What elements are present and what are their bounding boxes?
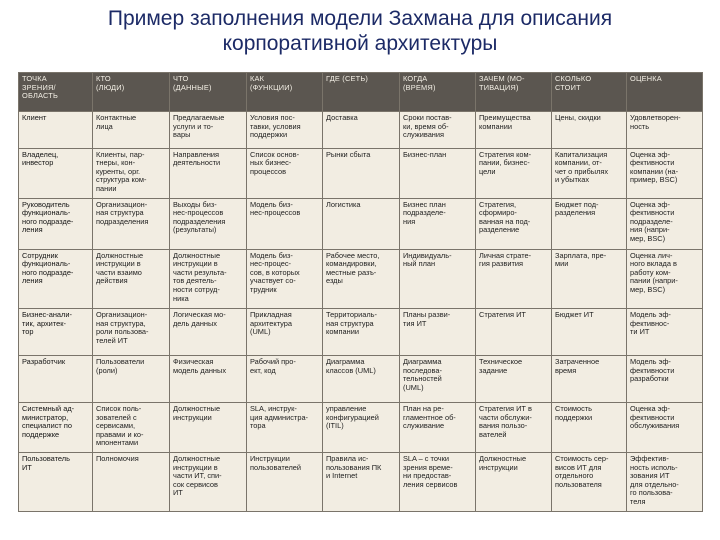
header-cell-evaluation: ОЦЕНКА <box>627 73 703 112</box>
header-row <box>19 73 703 112</box>
table-cell-viewpoint: Клиент <box>19 112 93 149</box>
zachman-table <box>18 72 703 512</box>
table-cell: Оценка эф- фективности компании (на- пример, BSC) <box>627 148 703 198</box>
table-cell: SLA, инструк- ция администра- тора <box>247 402 323 452</box>
table-cell: Личная страте- гия развития <box>476 249 552 308</box>
table-cell: Бизнес-план <box>400 148 476 198</box>
table-cell: Цены, скидки <box>552 112 627 149</box>
table-cell: Эффектив- ность исполь- зования ИТ для отдельно- го пользова- теля <box>627 452 703 511</box>
table-cell: Инструкции пользователей <box>247 452 323 511</box>
table-cell: Диаграмма последова- тельностей (UML) <box>400 355 476 402</box>
table-cell: Предлагаемые услуги и то- вары <box>170 112 247 149</box>
table-cell-viewpoint: Руководитель функциональ- ного подразде- ления <box>19 198 93 249</box>
table-cell-viewpoint: Пользователь ИТ <box>19 452 93 511</box>
table-cell: Бюджет ИТ <box>552 309 627 356</box>
table-cell: Индивидуаль- ный план <box>400 249 476 308</box>
table-body <box>19 112 703 512</box>
header-cell-why: ЗАЧЕМ (МО- ТИВАЦИЯ) <box>476 73 552 112</box>
table-cell-viewpoint: Владелец, инвестор <box>19 148 93 198</box>
table-cell: управление конфигурацией (ITIL) <box>323 402 400 452</box>
table-cell: Бюджет под- разделения <box>552 198 627 249</box>
header-cell-who: КТО (ЛЮДИ) <box>93 73 170 112</box>
table-cell: Территориаль- ная структура компании <box>323 309 400 356</box>
table-header <box>19 73 703 112</box>
table-row <box>19 112 703 149</box>
table-cell-viewpoint: Сотрудник функциональ- ного подразде- ления <box>19 249 93 308</box>
table-row <box>19 148 703 198</box>
table-cell: Затраченное время <box>552 355 627 402</box>
table-cell: Рабочий про- ект, код <box>247 355 323 402</box>
header-cell-when: КОГДА (ВРЕМЯ) <box>400 73 476 112</box>
table-cell: Физическая модель данных <box>170 355 247 402</box>
table-cell: Полномочия <box>93 452 170 511</box>
table-row <box>19 355 703 402</box>
table-cell-viewpoint: Бизнес-анали- тик, архитек- тор <box>19 309 93 356</box>
table-cell: Модель эф- фективнос- ти ИТ <box>627 309 703 356</box>
table-row <box>19 309 703 356</box>
table-row <box>19 198 703 249</box>
table-row <box>19 402 703 452</box>
table-cell: Логистика <box>323 198 400 249</box>
table-cell: Техническое задание <box>476 355 552 402</box>
table-cell: Направления деятельности <box>170 148 247 198</box>
table-cell: Должностные инструкции <box>476 452 552 511</box>
table-cell: Должностные инструкции в части ИТ, спи- сок сервисов ИТ <box>170 452 247 511</box>
table-cell: Модель эф- фективности разработки <box>627 355 703 402</box>
table-cell: SLA – с точки зрения време- ни предостав- ления сервисов <box>400 452 476 511</box>
header-cell-how: КАК (ФУНКЦИИ) <box>247 73 323 112</box>
table-row <box>19 249 703 308</box>
table-cell: Стоимость поддержки <box>552 402 627 452</box>
table-cell: Прикладная архитектура (UML) <box>247 309 323 356</box>
table-cell: Стратегия, сформиро- ванная на под- разделение <box>476 198 552 249</box>
table-cell: Список основ- ных бизнес- процессов <box>247 148 323 198</box>
table-cell: Логическая мо- дель данных <box>170 309 247 356</box>
title-line-1: Пример заполнения модели Захмана для описания <box>107 7 613 30</box>
table-cell: Организацион- ная структура, роли пользова- телей ИТ <box>93 309 170 356</box>
table-cell: Стоимость сер- висов ИТ для отдельного пользователя <box>552 452 627 511</box>
table-cell: Модель биз- нес-процес- сов, в которых участвует со- трудник <box>247 249 323 308</box>
table-cell: Должностные инструкции <box>170 402 247 452</box>
table-cell-viewpoint: Системный ад- министратор, специалист по поддержке <box>19 402 93 452</box>
table-cell: Диаграмма классов (UML) <box>323 355 400 402</box>
table-cell: Пользователи (роли) <box>93 355 170 402</box>
table-cell: Капитализация компании, от- чет о прибылях и убытках <box>552 148 627 198</box>
table-cell: Клиенты, пар- тнеры, кон- куренты, орг. структура ком- пании <box>93 148 170 198</box>
table-cell: Должностные инструкции в части результа- тов деятель- ности сотруд- ника <box>170 249 247 308</box>
title-line-2: корпоративной архитектуры <box>222 32 498 55</box>
table-cell: Контактные лица <box>93 112 170 149</box>
table-cell: Оценка лич- ного вклада в работу ком- пании (напри- мер, BSC) <box>627 249 703 308</box>
header-cell-viewpoint: ТОЧКА ЗРЕНИЯ/ ОБЛАСТЬ <box>19 73 93 112</box>
table-cell: Стратегия ИТ в части обслужи- вания пользо- вателей <box>476 402 552 452</box>
table-cell: Планы разви- тия ИТ <box>400 309 476 356</box>
table-cell: Зарплата, пре- мии <box>552 249 627 308</box>
table-cell: Модель биз- нес-процессов <box>247 198 323 249</box>
table-cell: Бизнес план подразделе- ния <box>400 198 476 249</box>
table-cell-viewpoint: Разработчик <box>19 355 93 402</box>
table-cell: Оценка эф- фективности обслуживания <box>627 402 703 452</box>
header-cell-where: ГДЕ (СЕТЬ) <box>323 73 400 112</box>
table-cell: Рабочее место, командировки, местные разъ- езды <box>323 249 400 308</box>
table-cell: Доставка <box>323 112 400 149</box>
zachman-table-wrapper <box>18 72 702 512</box>
table-cell: Правила ис- пользования ПК и Internet <box>323 452 400 511</box>
table-cell: Преимущества компании <box>476 112 552 149</box>
header-cell-what: ЧТО (ДАННЫЕ) <box>170 73 247 112</box>
table-cell: Условия пос- тавки, условия поддержки <box>247 112 323 149</box>
table-cell: Оценка эф- фективности подразделе- ния (напри- мер, BSC) <box>627 198 703 249</box>
table-cell: План на ре- гламентное об- служивание <box>400 402 476 452</box>
table-cell: Сроки постав- ки, время об- служивания <box>400 112 476 149</box>
table-cell: Стратегия ИТ <box>476 309 552 356</box>
table-cell: Рынки сбыта <box>323 148 400 198</box>
header-cell-cost: СКОЛЬКО СТОИТ <box>552 73 627 112</box>
table-cell: Список поль- зователей с сервисами, правами и ко- мпонентами <box>93 402 170 452</box>
table-cell: Должностные инструкции в части взаимо действия <box>93 249 170 308</box>
slide-title <box>0 6 720 56</box>
table-row <box>19 452 703 511</box>
table-cell: Выходы биз- нес-процессов подразделения (результаты) <box>170 198 247 249</box>
table-cell: Стратегия ком- пании, бизнес- цели <box>476 148 552 198</box>
table-cell: Удовлетворен- ность <box>627 112 703 149</box>
table-cell: Организацион- ная структура подразделения <box>93 198 170 249</box>
